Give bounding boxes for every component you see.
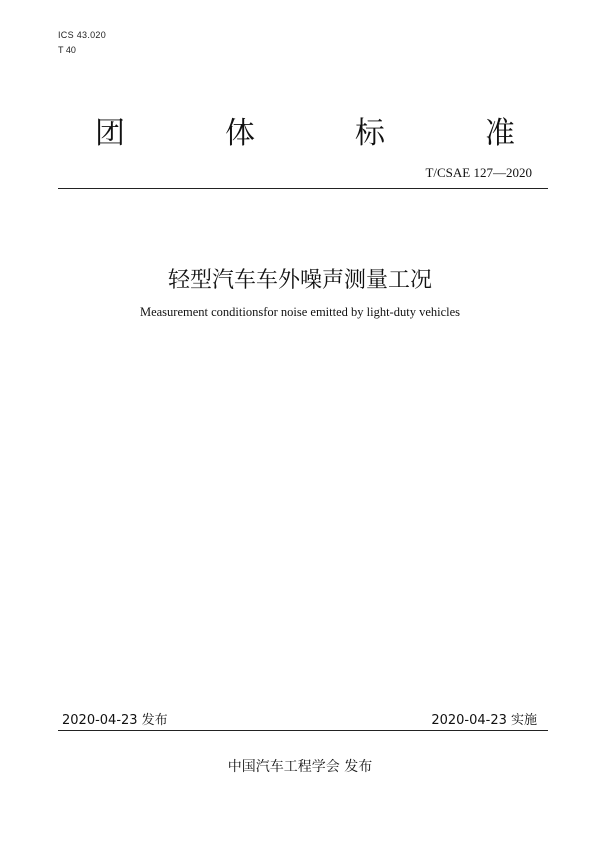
implementation-date: 2020-04-23 实施 — [431, 713, 537, 728]
standard-type-char-3: 标 — [355, 116, 385, 151]
top-divider — [58, 188, 548, 189]
publisher: 中国汽车工程学会 发布 — [227, 759, 373, 775]
title-english: Measurement conditionsfor noise emitted by light-duty vehicles — [139, 305, 461, 319]
standard-type-char-1: 团 — [95, 116, 125, 151]
bottom-divider — [58, 730, 548, 731]
standard-type-char-2: 体 — [225, 116, 255, 151]
ics-code: ICS 43.020 — [58, 30, 107, 40]
classification-code: T 40 — [58, 45, 76, 55]
issue-date: 2020-04-23 发布 — [62, 713, 168, 728]
standard-number: T/CSAE 127—2020 — [425, 165, 532, 180]
standard-type-heading — [95, 108, 515, 152]
title-chinese: 轻型汽车车外噪声测量工况 — [167, 268, 432, 293]
standard-type-char-4: 准 — [485, 116, 515, 151]
